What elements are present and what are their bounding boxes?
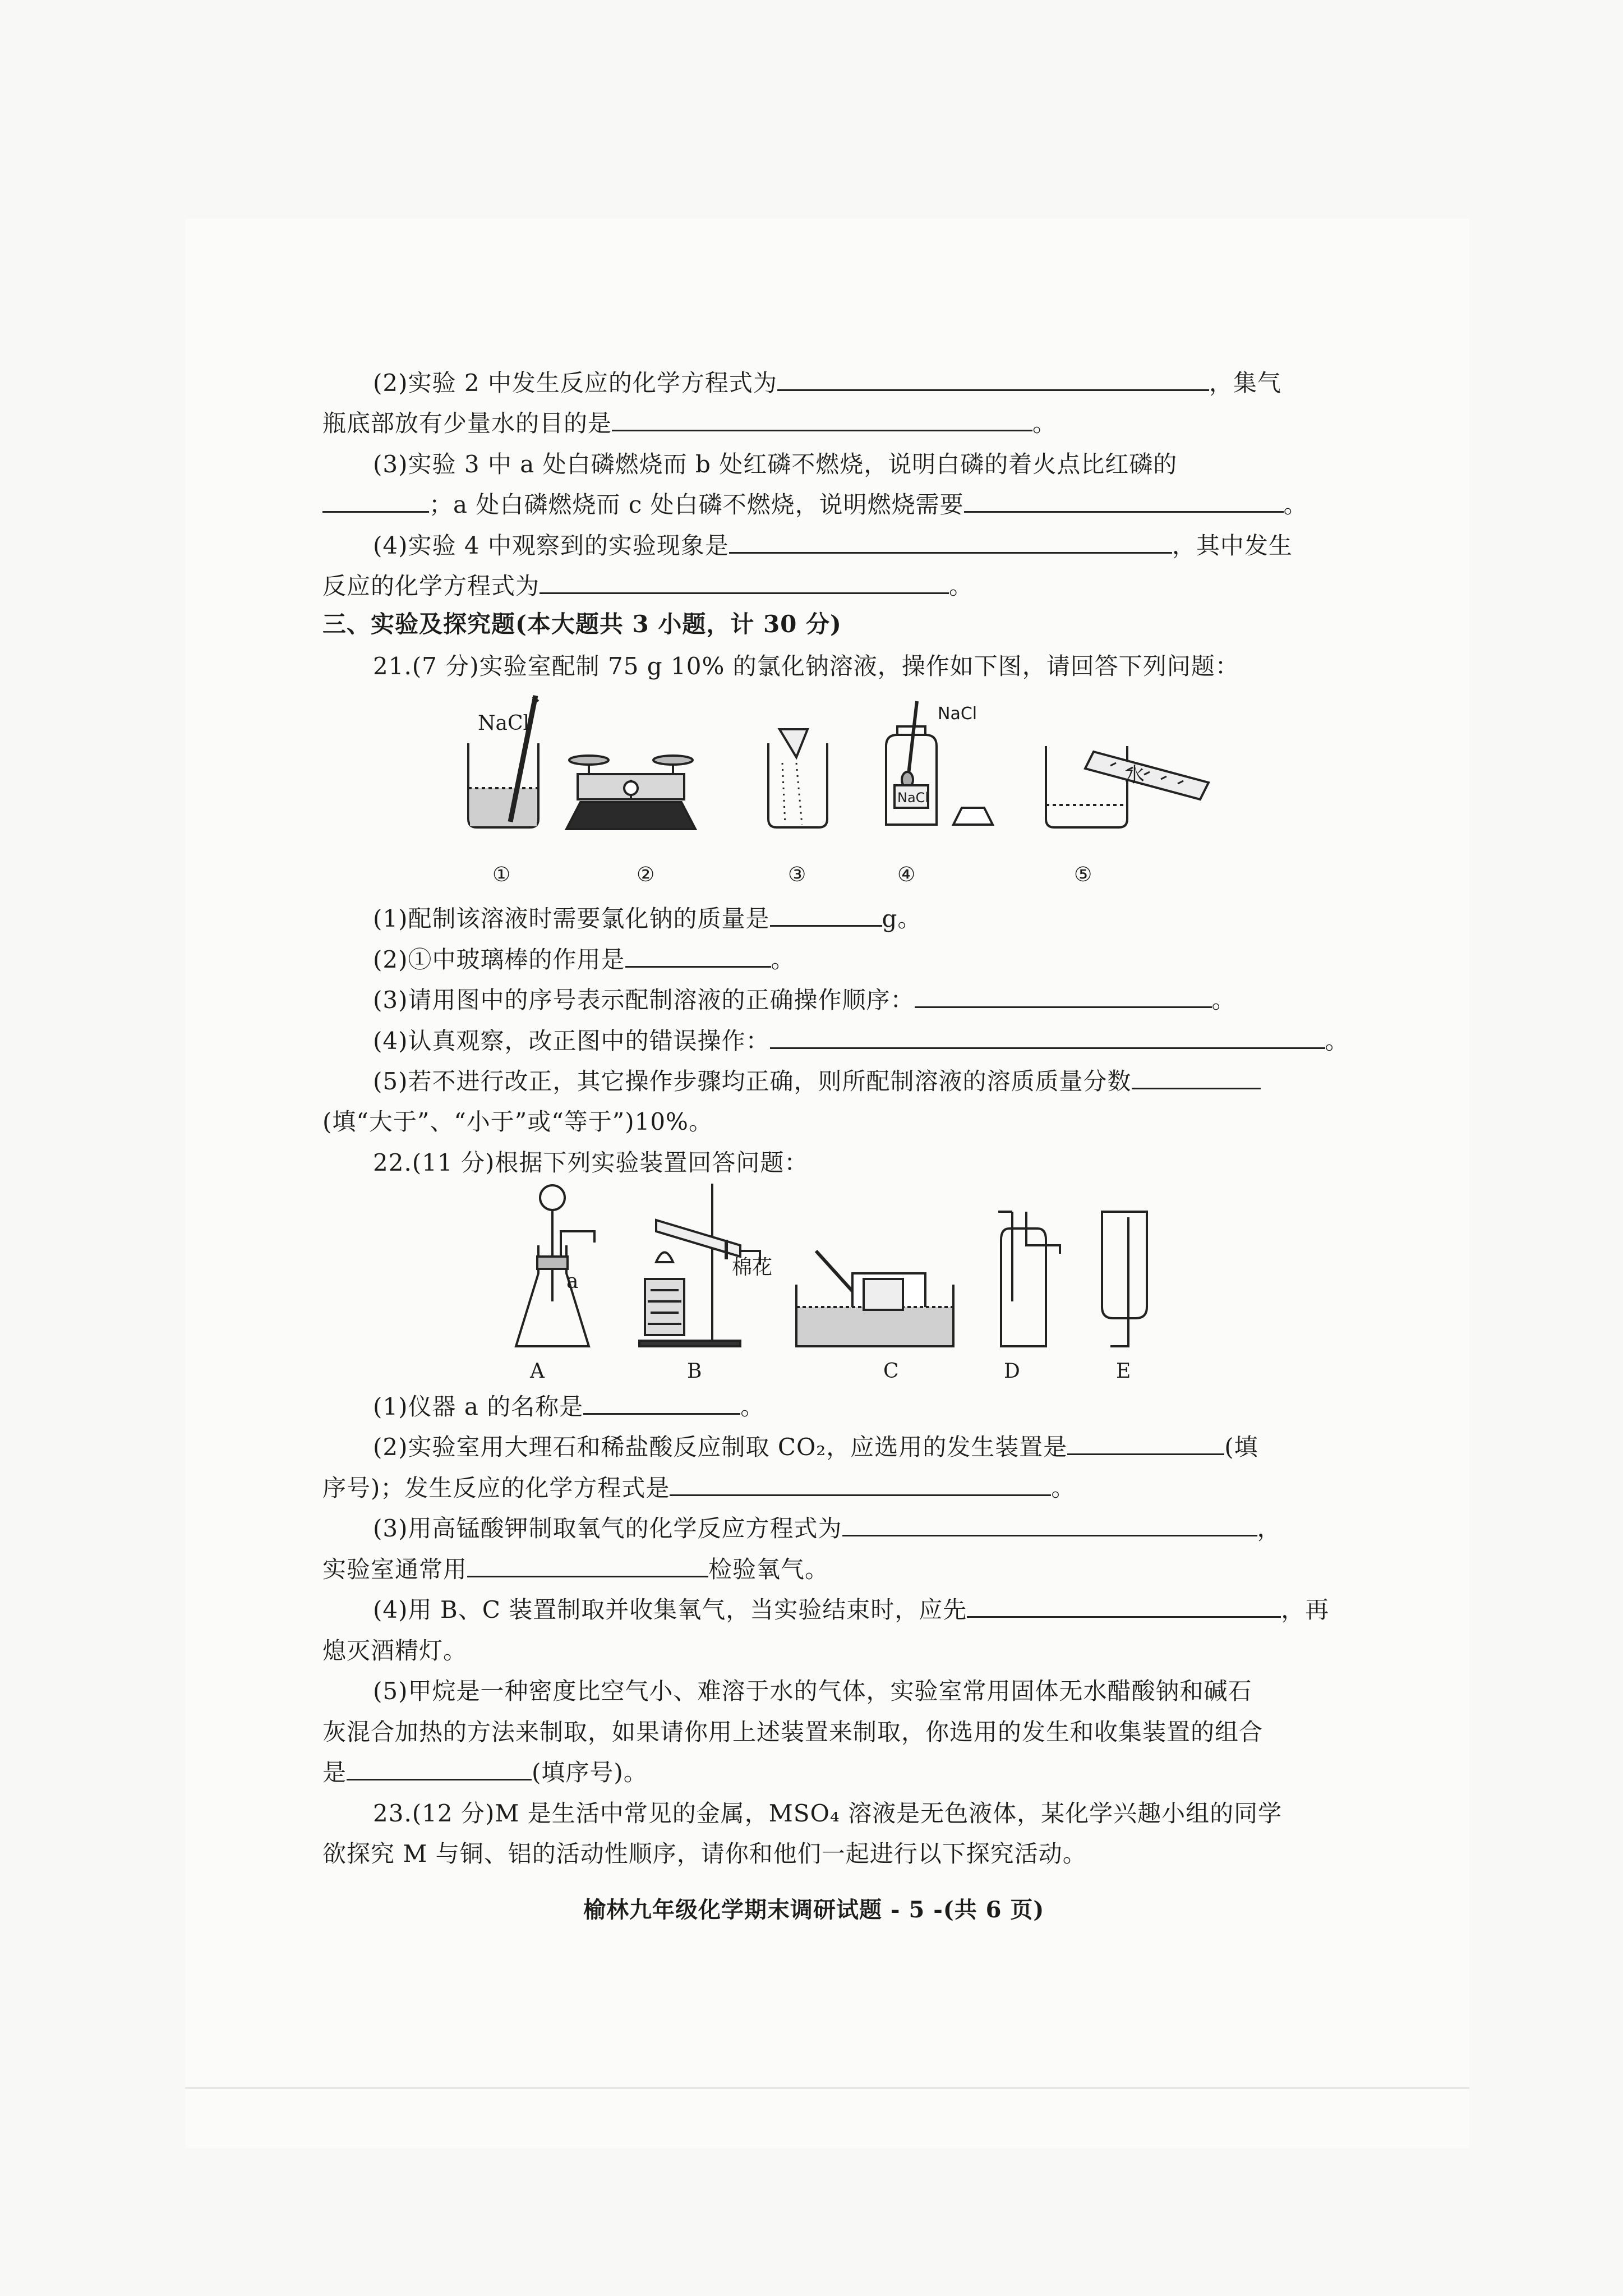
q22-part2-line1: (2)实验室用大理石和稀盐酸反应制取 CO₂，应选用的发生装置是 (填 (373, 1433, 1258, 1461)
answer-blank[interactable] (583, 1393, 740, 1415)
answer-blank[interactable] (842, 1515, 1257, 1536)
answer-blank[interactable] (1132, 1068, 1261, 1089)
q20-part3-line2: ；a 处白磷燃烧而 c 处白磷不燃烧，说明燃烧需要 。 (322, 489, 1308, 521)
answer-blank[interactable] (770, 1027, 1325, 1049)
q22-part3-line1: (3)用高锰酸钾制取氧气的化学反应方程式为 ， (373, 1515, 1281, 1542)
water-label: 水 (1124, 763, 1145, 786)
answer-blank[interactable] (777, 369, 1209, 391)
q21-part2: (2)①中玻璃棒的作用是 。 (373, 946, 795, 973)
q22-part4-line1: (4)用 B、C 装置制取并收集氧气，当实验结束时，应先 ，再 (373, 1596, 1330, 1623)
q22-part5-line1: (5)甲烷是一种密度比空气小、难溶于水的气体，实验室常用固体无水醋酸钠和碱石 (373, 1677, 1252, 1705)
q22-part1: (1)仪器 a 的名称是 。 (373, 1393, 765, 1420)
nacl-label: NaCl (478, 712, 530, 735)
q21-part4: (4)认真观察，改正图中的错误操作： 。 (373, 1027, 1349, 1055)
answer-blank[interactable] (915, 986, 1212, 1008)
q23-line1: 23.(12 分)M 是生活中常见的金属，MSO₄ 溶液是无色液体，某化学兴趣小组的同学 (373, 1800, 1283, 1827)
q20-part2-line2: 瓶底部放有少量水的目的是 。 (322, 409, 1057, 437)
q20-part2-line1: (2)实验 2 中发生反应的化学方程式为 ，集气 (373, 369, 1281, 397)
section-3-heading: 三、实验及探究题(本大题共 3 小题，计 30 分) (322, 610, 842, 638)
q22-stem: 22.(11 分)根据下列实验装置回答问题： (373, 1149, 809, 1176)
figure-label-2: ② (637, 863, 655, 886)
q22-figure (505, 1172, 1155, 1363)
figure-label-4: ④ (897, 863, 916, 886)
q21-figure (460, 690, 1223, 858)
page-shadow-edge (185, 2087, 1469, 2089)
apparatus-label-c: C (883, 1360, 899, 1383)
q21-part3: (3)请用图中的序号表示配制溶液的正确操作顺序： 。 (373, 986, 1236, 1014)
apparatus-label-d: D (1004, 1360, 1020, 1383)
q20-part4-line2: 反应的化学方程式为 。 (322, 572, 974, 600)
figure-label-3: ③ (788, 863, 806, 886)
answer-blank[interactable] (670, 1474, 1051, 1496)
answer-blank[interactable] (1067, 1433, 1224, 1455)
answer-blank[interactable] (540, 572, 949, 594)
q21-part5-line2: (填“大于”、“小于”或“等于”)10%。 (322, 1108, 713, 1135)
q21-figure-svg (460, 690, 1223, 858)
apparatus-label-e: E (1116, 1360, 1131, 1383)
q20-part4-line1: (4)实验 4 中观察到的实验现象是 ，其中发生 (373, 532, 1293, 559)
answer-blank[interactable] (967, 1596, 1281, 1618)
q21-stem: 21.(7 分)实验室配制 75 g 10% 的氯化钠溶液，操作如下图，请回答下列问题： (373, 652, 1239, 680)
q22-part2-line2: 序号)；发生反应的化学方程式是 。 (322, 1474, 1076, 1502)
page-footer: 榆林九年级化学期末调研试题 - 5 -(共 6 页) (583, 1897, 1045, 1923)
answer-blank[interactable] (625, 946, 771, 968)
q20-part3-line1: (3)实验 3 中 a 处白磷燃烧而 b 处红磷不燃烧，说明白磷的着火点比红磷的 (373, 450, 1178, 478)
q22-figure-svg (505, 1172, 1155, 1363)
cotton-label: 棉花 (732, 1256, 773, 1279)
apparatus-label-b: B (687, 1360, 702, 1383)
q21-part5-line1: (5)若不进行改正，其它操作步骤均正确，则所配制溶液的溶质质量分数 (373, 1066, 1261, 1097)
figure-label-5: ⑤ (1074, 863, 1092, 886)
nacl-label-balance: NaCl (938, 704, 978, 724)
answer-blank[interactable] (612, 409, 1032, 431)
answer-blank[interactable] (770, 905, 882, 927)
nacl-label-bottle: NaCl (897, 790, 929, 806)
apparatus-label-a: A (530, 1360, 545, 1383)
answer-blank[interactable] (467, 1556, 708, 1577)
answer-blank[interactable] (322, 491, 429, 513)
label-a: a (566, 1270, 579, 1293)
q22-part5-line3: 是 (填序号)。 (322, 1759, 648, 1786)
q22-part4-line2: 熄灭酒精灯。 (322, 1637, 468, 1664)
answer-blank[interactable] (729, 532, 1172, 554)
figure-label-1: ① (492, 863, 511, 886)
q22-part5-line2: 灰混合加热的方法来制取，如果请你用上述装置来制取，你选用的发生和收集装置的组合 (322, 1718, 1264, 1746)
q22-part3-line2: 实验室通常用 检验氧气。 (322, 1556, 829, 1583)
answer-blank[interactable] (964, 491, 1284, 513)
q21-part1: (1)配制该溶液时需要氯化钠的质量是 g。 (373, 905, 922, 932)
q23-line2: 欲探究 M 与铜、铝的活动性顺序，请你和他们一起进行以下探究活动。 (322, 1840, 1087, 1867)
answer-blank[interactable] (347, 1759, 532, 1780)
